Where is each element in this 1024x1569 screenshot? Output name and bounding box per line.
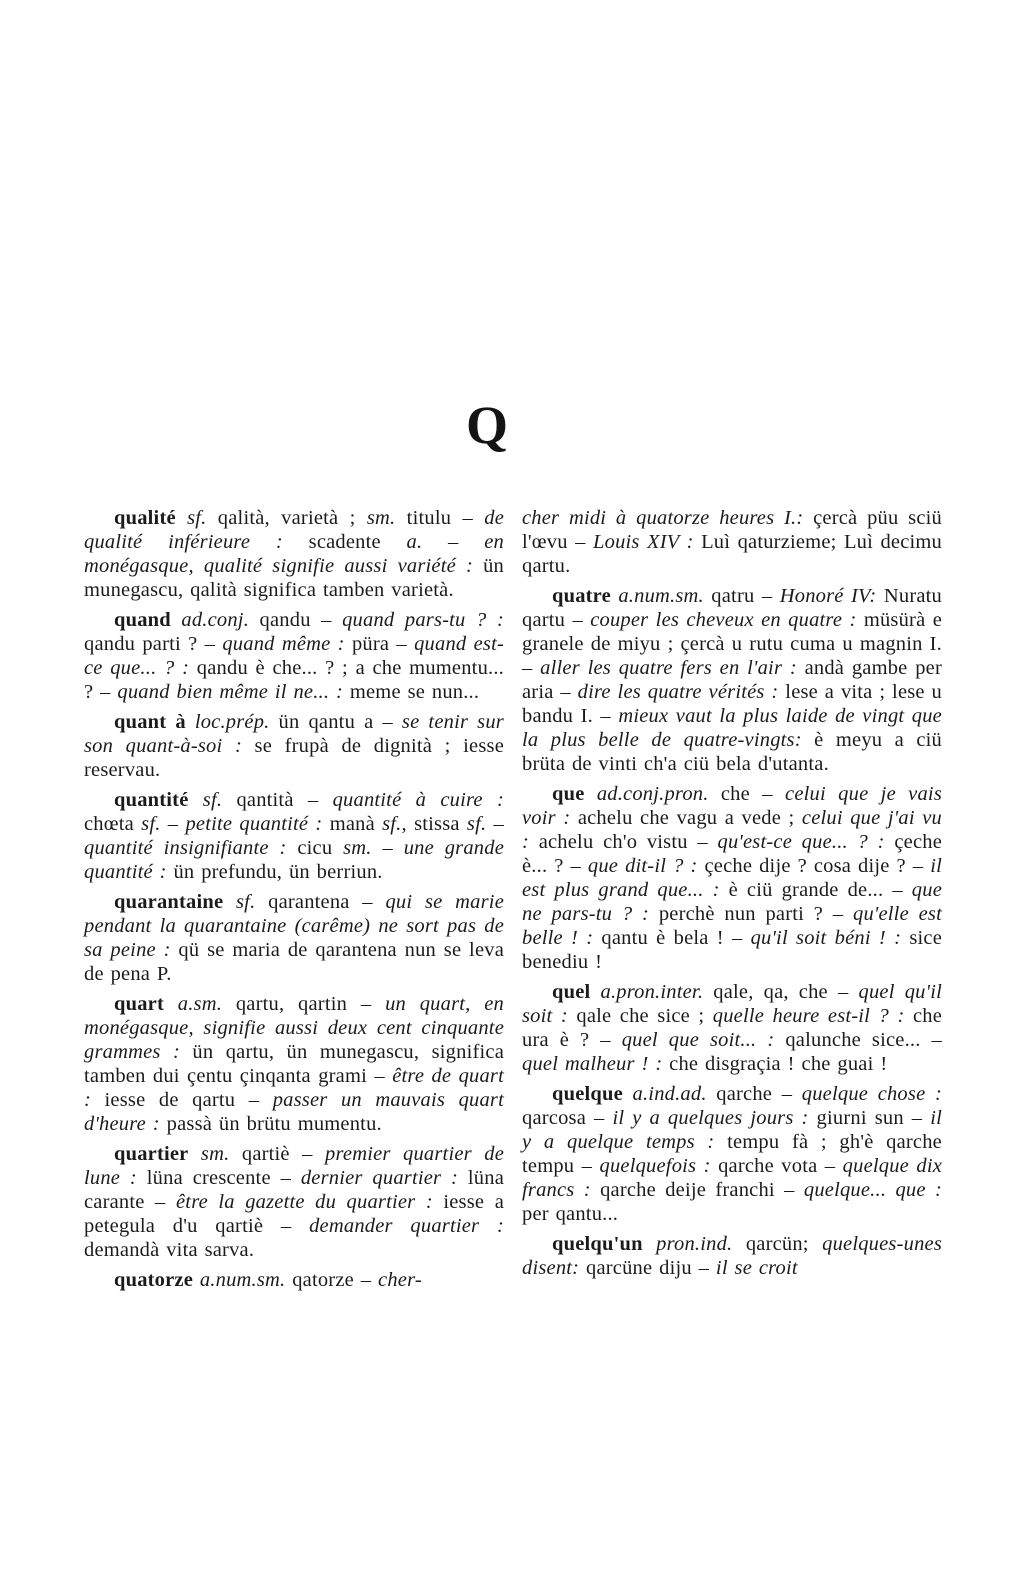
french-phrase: quelques-unes disent: xyxy=(522,1233,942,1279)
french-phrase: quand pars-tu ? : xyxy=(342,609,504,631)
french-phrase: dernier quartier : xyxy=(300,1167,459,1189)
monegasque-text: qatorze – xyxy=(285,1269,379,1291)
french-phrase: en monégasque, qualité signifie aussi variété : xyxy=(84,531,504,577)
french-phrase: Honoré IV: xyxy=(779,585,877,607)
french-phrase: qu'elle est belle ! : xyxy=(522,903,942,949)
monegasque-text: scadente xyxy=(282,531,407,553)
french-phrase: demander quartier : xyxy=(309,1215,504,1237)
french-phrase: quand bien même il ne... : xyxy=(117,681,344,703)
french-phrase: premier quartier de lune : xyxy=(84,1143,504,1189)
headword: quelqu'un xyxy=(552,1233,643,1255)
headword: quartier xyxy=(114,1143,189,1165)
french-phrase: quand est-ce que... ? : xyxy=(84,633,504,679)
french-phrase: il y a quelques jours : xyxy=(612,1107,809,1129)
monegasque-text: qartu, qartin – xyxy=(222,993,386,1015)
left-column xyxy=(84,506,504,1298)
monegasque-text: qarcosa – xyxy=(522,1107,613,1129)
monegasque-text: qarcüne diju – xyxy=(579,1257,716,1279)
monegasque-text: che – xyxy=(708,783,786,805)
french-phrase: il est plus grand que... : xyxy=(522,855,942,901)
monegasque-text: – xyxy=(486,813,504,835)
entry-quelque xyxy=(522,1082,942,1226)
pos-label: sm. xyxy=(200,1143,230,1165)
monegasque-text: çercà püu sciü l'œvu – xyxy=(522,507,942,553)
monegasque-text: qü se maria de qarantena nun se leva de pena P. xyxy=(84,939,504,985)
pos-label: sf. xyxy=(141,813,161,835)
french-phrase: être la gazette du quartier : xyxy=(176,1191,433,1213)
pos-label: sm. xyxy=(366,507,396,529)
pos-label: a. xyxy=(406,531,423,553)
monegasque-text: ün munegascu, qalità significa tamben varietà. xyxy=(84,555,504,601)
monegasque-text xyxy=(223,891,236,913)
french-phrase: il se croit xyxy=(715,1257,798,1279)
monegasque-text xyxy=(188,1143,200,1165)
french-phrase: couper les cheveux en quatre : xyxy=(590,609,857,631)
monegasque-text: qalunche sice... – xyxy=(774,1029,942,1051)
french-phrase: de qualité inférieure : xyxy=(84,507,504,553)
pos-label: ad.conj.pron. xyxy=(596,783,709,805)
french-phrase: un quart, en monégasque, signifie aussi deux cent cinquante grammes : xyxy=(84,993,504,1063)
monegasque-text: qantità – xyxy=(222,789,333,811)
monegasque-text: manà xyxy=(322,813,383,835)
french-phrase: petite quantité : xyxy=(185,813,323,835)
french-phrase: quel que soit... : xyxy=(621,1029,775,1051)
monegasque-text: qarantena – xyxy=(255,891,386,913)
pos-label: a.pron.inter. xyxy=(600,981,704,1003)
french-phrase: quantité à cuire : xyxy=(332,789,504,811)
pos-label: sf. xyxy=(466,813,487,835)
monegasque-text: qatru – xyxy=(703,585,780,607)
monegasque-text: müsürà e granele de miyu ; çercà u rutu cuma u magnin I. – xyxy=(522,609,942,679)
monegasque-text: sice benediu ! xyxy=(522,927,942,973)
pos-label: sf., xyxy=(382,813,407,835)
french-phrase: Louis XIV : xyxy=(593,531,694,553)
entry-quatorze xyxy=(84,1268,504,1292)
monegasque-text: çeche è... ? – xyxy=(522,831,942,877)
monegasque-text: passà ün brütu mumentu. xyxy=(159,1113,382,1135)
french-phrase: celui que j'ai vu : xyxy=(522,807,942,853)
french-phrase: que dit-il ? : xyxy=(587,855,698,877)
monegasque-text: Nuratu qartu – xyxy=(522,585,943,631)
entry-quartier xyxy=(84,1142,504,1262)
french-phrase: passer un mauvais quart d'heure : xyxy=(84,1089,505,1135)
pos-label: a.num.sm. xyxy=(618,585,704,607)
pos-label: sm. xyxy=(343,837,372,859)
entry-quart xyxy=(84,992,504,1136)
french-phrase: celui que je vais voir : xyxy=(522,783,942,829)
monegasque-text: qarcün; xyxy=(732,1233,823,1255)
headword: qualité xyxy=(114,507,176,529)
monegasque-text: qarche vota – xyxy=(710,1155,843,1177)
monegasque-text: – xyxy=(422,531,485,553)
headword: quantité xyxy=(114,789,189,811)
monegasque-text: – xyxy=(371,837,404,859)
monegasque-text: qandu – xyxy=(249,609,343,631)
monegasque-text: ün prefundu, ün berriun. xyxy=(166,861,383,883)
french-phrase: quelque dix francs : xyxy=(522,1155,943,1201)
entry-quatorze-cont xyxy=(522,506,942,578)
monegasque-text: iesse de qartu – xyxy=(91,1089,273,1111)
french-phrase: aller les quatre fers en l'air : xyxy=(540,657,797,679)
text-columns xyxy=(84,506,942,1298)
monegasque-text: qandu parti ? – xyxy=(84,633,223,655)
monegasque-text: Luì qaturzieme; Luì decimu qartu. xyxy=(522,531,943,577)
entry-quatre xyxy=(522,584,942,776)
french-phrase: cher- xyxy=(378,1269,422,1291)
monegasque-text xyxy=(643,1233,656,1255)
monegasque-text: qartiè – xyxy=(229,1143,326,1165)
monegasque-text xyxy=(585,783,597,805)
french-phrase: se tenir sur son quant-à-soi : xyxy=(84,711,504,757)
french-phrase: il y a quelque temps : xyxy=(522,1107,942,1153)
pos-label: a.sm. xyxy=(177,993,223,1015)
entry-quantite xyxy=(84,788,504,884)
monegasque-text: ün qartu, ün munegascu, significa tamben dui çentu çinqanta grami – xyxy=(84,1041,504,1087)
pos-label: sf. xyxy=(202,789,223,811)
entry-quand xyxy=(84,608,504,704)
monegasque-text: lüna carante – xyxy=(84,1167,504,1213)
monegasque-text xyxy=(623,1083,633,1105)
headword: quand xyxy=(114,609,171,631)
headword: quel xyxy=(552,981,591,1003)
monegasque-text: qale che sice ; xyxy=(567,1005,713,1027)
monegasque-text: qale, qa, che – xyxy=(703,981,859,1003)
headword: quant à xyxy=(114,711,186,733)
entry-quel xyxy=(522,980,942,1076)
monegasque-text: andà gambe per aria – xyxy=(522,657,942,703)
monegasque-text: achelu ch'o vistu – xyxy=(529,831,718,853)
french-phrase: quel qu'il soit : xyxy=(522,981,943,1027)
entry-quant-a xyxy=(84,710,504,782)
french-phrase: quelque chose : xyxy=(801,1083,943,1105)
entry-quarantaine xyxy=(84,890,504,986)
monegasque-text: qalità, varietà ; xyxy=(206,507,367,529)
section-letter: Q xyxy=(465,395,508,455)
monegasque-text: meme se nun... xyxy=(343,681,480,703)
monegasque-text: perchè nun parti ? – xyxy=(649,903,853,925)
pos-label: sf. xyxy=(187,507,207,529)
pos-label: a.num.sm. xyxy=(199,1269,286,1291)
monegasque-text: iesse a petegula d'u qartiè – xyxy=(84,1191,504,1237)
monegasque-text xyxy=(176,507,187,529)
monegasque-text: demandà vita sarva. xyxy=(84,1239,255,1261)
right-column xyxy=(522,506,942,1286)
monegasque-text: cicu xyxy=(286,837,344,859)
monegasque-text: lüna crescente – xyxy=(136,1167,301,1189)
headword: quatre xyxy=(552,585,611,607)
monegasque-text xyxy=(590,981,600,1003)
pos-label: pron.ind. xyxy=(656,1233,733,1255)
monegasque-text xyxy=(193,1269,200,1291)
french-phrase: qu'il soit béni ! : xyxy=(750,927,902,949)
monegasque-text: che ura è ? – xyxy=(522,1005,942,1051)
monegasque-text: giurni sun – xyxy=(808,1107,931,1129)
monegasque-text: titulu – xyxy=(395,507,485,529)
monegasque-text: qandu è che... ? ; a che mumentu... ? – xyxy=(84,657,504,703)
monegasque-text: püra – xyxy=(344,633,415,655)
french-phrase: quel malheur ! : xyxy=(522,1053,663,1075)
french-phrase: quand même : xyxy=(222,633,345,655)
french-phrase: cher midi à quatorze heures I.: xyxy=(522,507,804,529)
headword: que xyxy=(552,783,585,805)
headword: quarantaine xyxy=(114,891,224,913)
monegasque-text: qarche – xyxy=(706,1083,802,1105)
pos-label: loc.prép. xyxy=(194,711,270,733)
pos-label: a.ind.ad. xyxy=(632,1083,707,1105)
headword: quelque xyxy=(552,1083,623,1105)
monegasque-text: che disgraçia ! che guai ! xyxy=(662,1053,888,1075)
french-phrase: quelquefois : xyxy=(599,1155,711,1177)
monegasque-text: se frupà de dignità ; iesse reservau. xyxy=(84,735,504,781)
monegasque-text: – xyxy=(160,813,186,835)
monegasque-text: chœta xyxy=(84,813,142,835)
monegasque-text: per qantu... xyxy=(522,1203,619,1225)
monegasque-text: ün qantu a – xyxy=(269,711,402,733)
monegasque-text xyxy=(189,789,203,811)
french-phrase: que ne pars-tu ? : xyxy=(522,879,942,925)
monegasque-text: qantu è bela ! – xyxy=(593,927,751,949)
monegasque-text: lese a vita ; lese u bandu I. – xyxy=(522,681,943,727)
french-phrase: qui se marie pendant la quarantaine (carême) ne sort pas de sa peine : xyxy=(84,891,504,961)
monegasque-text: stissa xyxy=(406,813,467,835)
monegasque-text: achelu che vagu a vede ; xyxy=(570,807,802,829)
monegasque-text: è meyu a ciü brüta de vinti ch'a ciü bela d'utanta. xyxy=(522,729,942,775)
french-phrase: une grande quantité : xyxy=(84,837,505,883)
headword: quart xyxy=(114,993,164,1015)
monegasque-text: tempu fà ; gh'è qarche tempu – xyxy=(522,1131,942,1177)
monegasque-text xyxy=(171,609,182,631)
entry-que xyxy=(522,782,942,974)
monegasque-text: qarche deije franchi – xyxy=(590,1179,804,1201)
entry-qualite xyxy=(84,506,504,602)
monegasque-text xyxy=(164,993,178,1015)
french-phrase: quantité insignifiante : xyxy=(84,837,287,859)
pos-label: sf. xyxy=(236,891,256,913)
french-phrase: qu'est-ce que... ? : xyxy=(717,831,885,853)
monegasque-text: è ciü grande de... – xyxy=(719,879,912,901)
monegasque-text xyxy=(186,711,195,733)
monegasque-text: çeche dije ? cosa dije ? – xyxy=(697,855,931,877)
headword: quatorze xyxy=(114,1269,194,1291)
french-phrase: mieux vaut la plus laide de vingt que la plus belle de quatre-vingts: xyxy=(522,705,942,751)
french-phrase: quelque... que : xyxy=(803,1179,942,1201)
french-phrase: dire les quatre vérités : xyxy=(577,681,779,703)
french-phrase: quelle heure est-il ? : xyxy=(712,1005,905,1027)
entry-quelquun xyxy=(522,1232,942,1280)
french-phrase: être de quart : xyxy=(84,1065,505,1111)
pos-label: ad.conj. xyxy=(181,609,250,631)
